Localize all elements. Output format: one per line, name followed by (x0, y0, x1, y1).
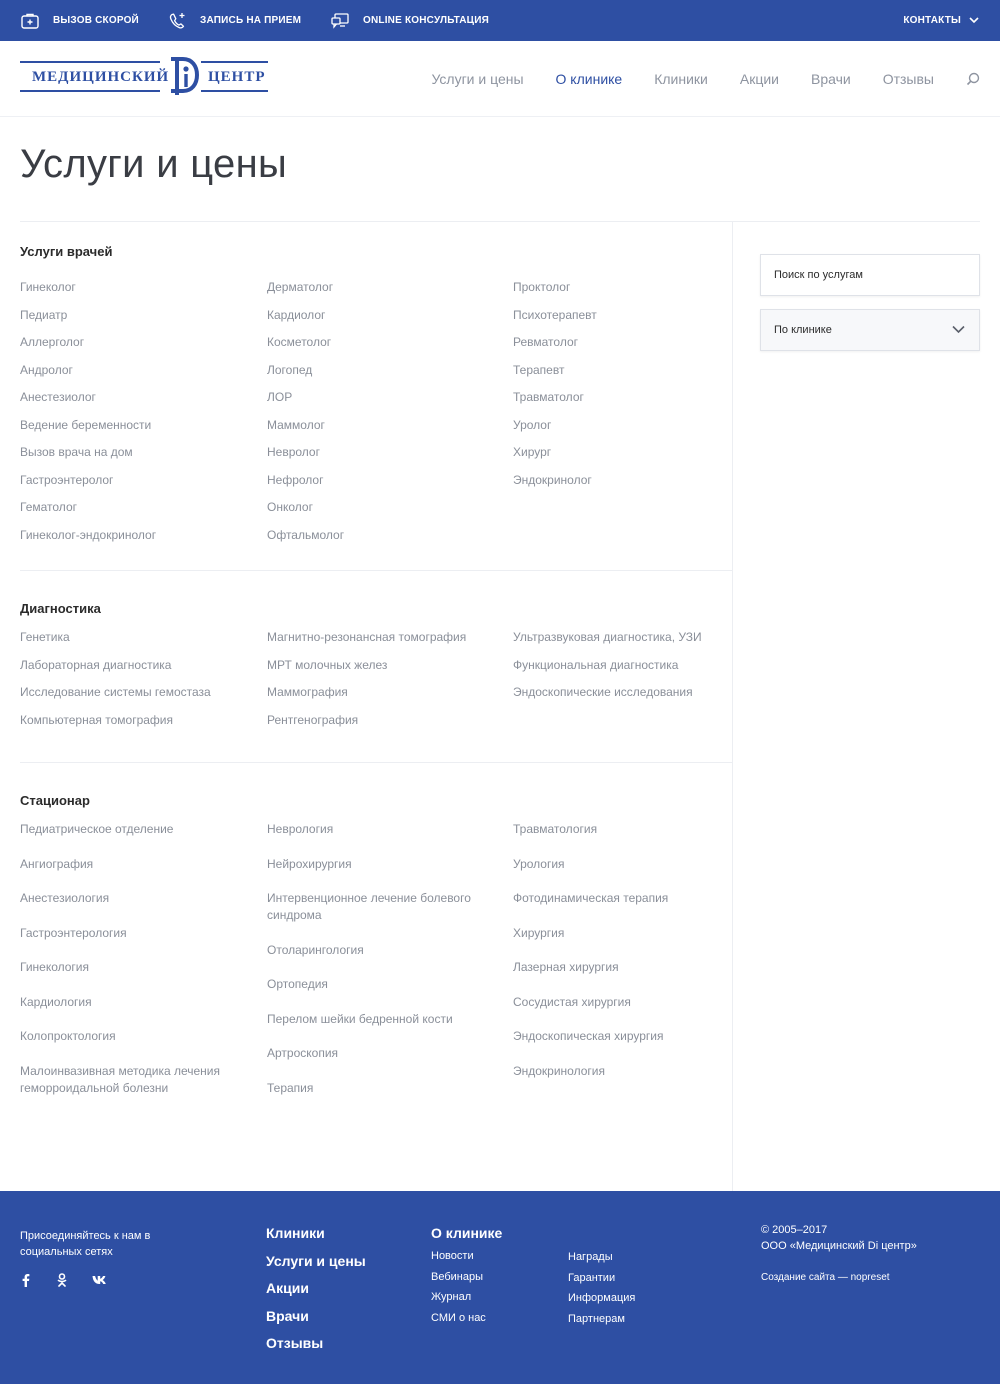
service-link[interactable]: Хирург (513, 445, 552, 459)
online-consult-label: ONLINE КОНСУЛЬТАЦИЯ (363, 15, 489, 26)
logo-text-left: МЕДИЦИНСКИЙ (32, 69, 170, 85)
service-link[interactable]: Генетика (20, 630, 70, 644)
doctors-column-1 (20, 279, 260, 554)
service-link[interactable]: Косметолог (267, 335, 332, 349)
service-search-box (760, 254, 980, 296)
monitor-chat-icon (331, 13, 349, 29)
section-title-diagnostics: Диагностика (20, 601, 101, 616)
footer-link-guarantees[interactable]: Гарантии (568, 1271, 616, 1284)
service-link[interactable]: Логопед (267, 362, 313, 377)
section-title-doctors: Услуги врачей (20, 244, 113, 259)
service-link[interactable]: Анестезиолог (20, 390, 96, 404)
hospital-column-1 (20, 821, 245, 1114)
service-link[interactable]: Анестезиология (20, 891, 110, 905)
divider (20, 762, 733, 763)
service-link[interactable]: Лазерная хирургия (513, 960, 619, 974)
service-link[interactable]: Исследование системы гемостаза (20, 685, 211, 699)
footer-link-doctors[interactable]: Врачи (266, 1307, 309, 1324)
nav-services[interactable]: Услуги и цены (431, 71, 524, 87)
service-link[interactable]: Малоинвазивная методика лечения геморроидальной болезни (20, 1063, 220, 1095)
logo-text-right: ЦЕНТР (208, 69, 266, 85)
vk-icon[interactable] (92, 1273, 108, 1287)
phone-plus-icon (168, 12, 186, 30)
service-link[interactable]: ЛОР (267, 390, 293, 404)
facebook-icon[interactable] (20, 1273, 32, 1287)
social-links (20, 1273, 132, 1287)
service-search-input[interactable] (761, 255, 979, 295)
clinic-select[interactable] (760, 309, 980, 351)
service-link[interactable]: Травматология (513, 822, 598, 836)
service-link[interactable]: Хирургия (513, 925, 565, 940)
site-header (0, 41, 1000, 117)
footer-about-links-2 (568, 1251, 635, 1333)
service-link[interactable]: Уролог (513, 417, 552, 432)
service-link[interactable]: Ортопедия (267, 977, 328, 991)
service-link[interactable]: Гинеколог (20, 280, 76, 294)
service-link[interactable]: Педиатрическое отделение (20, 822, 174, 836)
appointment-link[interactable] (168, 0, 301, 41)
footer-link-information[interactable]: Информация (568, 1292, 636, 1304)
divider (20, 221, 980, 222)
diagnostics-column-1 (20, 629, 260, 739)
logo-rule (20, 61, 160, 63)
footer-link-partners[interactable]: Партнерам (568, 1312, 625, 1325)
service-link[interactable]: Отоларингология (267, 942, 364, 957)
service-link[interactable]: Магнитно-резонансная томография (267, 630, 467, 644)
footer-link-awards[interactable]: Награды (568, 1251, 613, 1263)
footer-about-title[interactable]: О клинике (431, 1225, 503, 1241)
service-link[interactable]: Гинекология (20, 960, 90, 974)
service-link[interactable]: Нейрохирургия (267, 856, 352, 871)
footer-link-reviews[interactable]: Отзывы (266, 1335, 324, 1351)
footer-link-services[interactable]: Услуги и цены (266, 1252, 366, 1269)
appointment-label: ЗАПИСЬ НА ПРИЕМ (200, 15, 302, 26)
service-link[interactable]: МРТ молочных желез (267, 657, 388, 672)
site-logo[interactable] (20, 61, 270, 99)
service-link[interactable]: Маммография (267, 685, 348, 699)
service-link[interactable]: Фотодинамическая терапия (513, 891, 669, 905)
contacts-label: КОНТАКТЫ (903, 15, 961, 26)
service-link[interactable]: Эндоскопическая хирургия (513, 1029, 664, 1043)
logo-rule (201, 90, 268, 92)
service-link[interactable]: Онколог (267, 500, 313, 514)
hospital-column-3 (513, 821, 753, 1097)
call-ambulance-label: ВЫЗОВ СКОРОЙ (53, 15, 139, 26)
social-invite-text: Присоединяйтесь к нам в социальных сетях (20, 1230, 151, 1258)
nav-promotions[interactable]: Акции (739, 71, 779, 87)
service-link[interactable]: Рентгенография (267, 712, 359, 727)
nav-about[interactable]: О клинике (555, 71, 623, 87)
service-link[interactable]: Психотерапевт (513, 307, 597, 322)
service-link[interactable]: Компьютерная томография (20, 712, 173, 727)
search-icon[interactable] (966, 72, 980, 86)
clinic-select-value: По клинике (774, 324, 832, 336)
service-link[interactable]: Проктолог (513, 280, 571, 294)
service-link[interactable]: Гастроэнтеролог (20, 472, 114, 487)
service-link[interactable]: Ультразвуковая диагностика, УЗИ (513, 630, 702, 644)
chevron-down-icon (969, 17, 979, 24)
service-link[interactable]: Аллерголог (20, 335, 85, 349)
service-link[interactable]: Колопроктология (20, 1029, 116, 1043)
section-title-hospital: Стационар (20, 793, 90, 808)
service-link[interactable]: Невролог (267, 445, 320, 459)
page-title: Услуги и цены (20, 142, 288, 186)
site-footer (0, 1191, 1000, 1384)
service-link[interactable]: Педиатр (20, 307, 68, 322)
service-link[interactable]: Офтальмолог (267, 527, 345, 542)
diagnostics-column-2 (267, 629, 507, 739)
doctors-column-2 (267, 279, 507, 554)
copyright: © 2005–2017 ООО «Медицинский Di центр» (761, 1224, 917, 1252)
service-link[interactable]: Функциональная диагностика (513, 657, 679, 672)
service-link[interactable]: Гинеколог-эндокринолог (20, 527, 157, 542)
service-link[interactable]: Эндокринолог (513, 472, 592, 487)
service-link[interactable]: Эндокринология (513, 1063, 605, 1078)
service-link[interactable]: Эндоскопические исследования (513, 685, 693, 699)
service-link[interactable]: Артроскопия (267, 1046, 339, 1060)
main-nav (399, 41, 980, 117)
service-link[interactable]: Кардиология (20, 994, 92, 1009)
service-link[interactable]: Вызов врача на дом (20, 445, 133, 459)
logo-di-mark (168, 57, 200, 97)
chevron-down-icon (952, 325, 965, 334)
service-link[interactable]: Урология (513, 856, 565, 871)
service-link[interactable]: Лабораторная диагностика (20, 657, 172, 672)
service-link[interactable]: Сосудистая хирургия (513, 994, 631, 1009)
nav-reviews[interactable]: Отзывы (882, 71, 934, 87)
diagnostics-column-3 (513, 629, 723, 712)
odnoklassniki-icon[interactable] (56, 1273, 68, 1287)
divider (20, 570, 733, 571)
footer-link-clinics[interactable]: Клиники (266, 1225, 325, 1241)
service-link[interactable]: Интервенционное лечение болевого синдрома (267, 891, 471, 922)
nav-clinics[interactable]: Клиники (654, 71, 708, 87)
service-link[interactable]: Кардиолог (267, 307, 326, 322)
service-link[interactable]: Дерматолог (267, 280, 334, 294)
online-consult-link[interactable] (331, 0, 489, 41)
service-link[interactable]: Ведение беременности (20, 417, 152, 432)
footer-link-promotions[interactable]: Акции (266, 1280, 309, 1296)
service-link[interactable]: Перелом шейки бедренной кости (267, 1011, 453, 1026)
footer-link-news[interactable]: Новости (431, 1250, 474, 1262)
doctors-column-3 (513, 279, 753, 499)
footer-link-webinars[interactable]: Вебинары (431, 1270, 483, 1283)
service-link[interactable]: Терапия (267, 1080, 314, 1095)
hospital-column-2 (267, 821, 492, 1114)
service-link[interactable]: Маммолог (267, 417, 325, 432)
nav-doctors[interactable]: Врачи (810, 71, 851, 87)
footer-main-links (266, 1225, 366, 1363)
logo-rule (201, 61, 268, 63)
service-link[interactable]: Ревматолог (513, 335, 579, 349)
service-link[interactable]: Ангиография (20, 856, 94, 871)
service-link[interactable]: Гематолог (20, 500, 77, 514)
top-bar (0, 0, 1000, 41)
service-link[interactable]: Нефролог (267, 472, 324, 487)
site-credit-link[interactable]: Создание сайта — nopreset (761, 1272, 890, 1283)
service-link[interactable]: Травматолог (513, 390, 584, 404)
service-link[interactable]: Терапевт (513, 362, 565, 377)
service-link[interactable]: Андролог (20, 362, 73, 377)
ambulance-icon (21, 13, 39, 29)
contacts-dropdown[interactable] (903, 0, 979, 41)
call-ambulance-link[interactable] (21, 0, 139, 41)
logo-rule (20, 90, 160, 92)
footer-link-press[interactable]: СМИ о нас (431, 1311, 486, 1324)
footer-about-links-1 (431, 1250, 486, 1332)
service-link[interactable]: Неврология (267, 822, 334, 836)
service-link[interactable]: Гастроэнтерология (20, 925, 127, 940)
footer-link-journal[interactable]: Журнал (431, 1291, 472, 1303)
